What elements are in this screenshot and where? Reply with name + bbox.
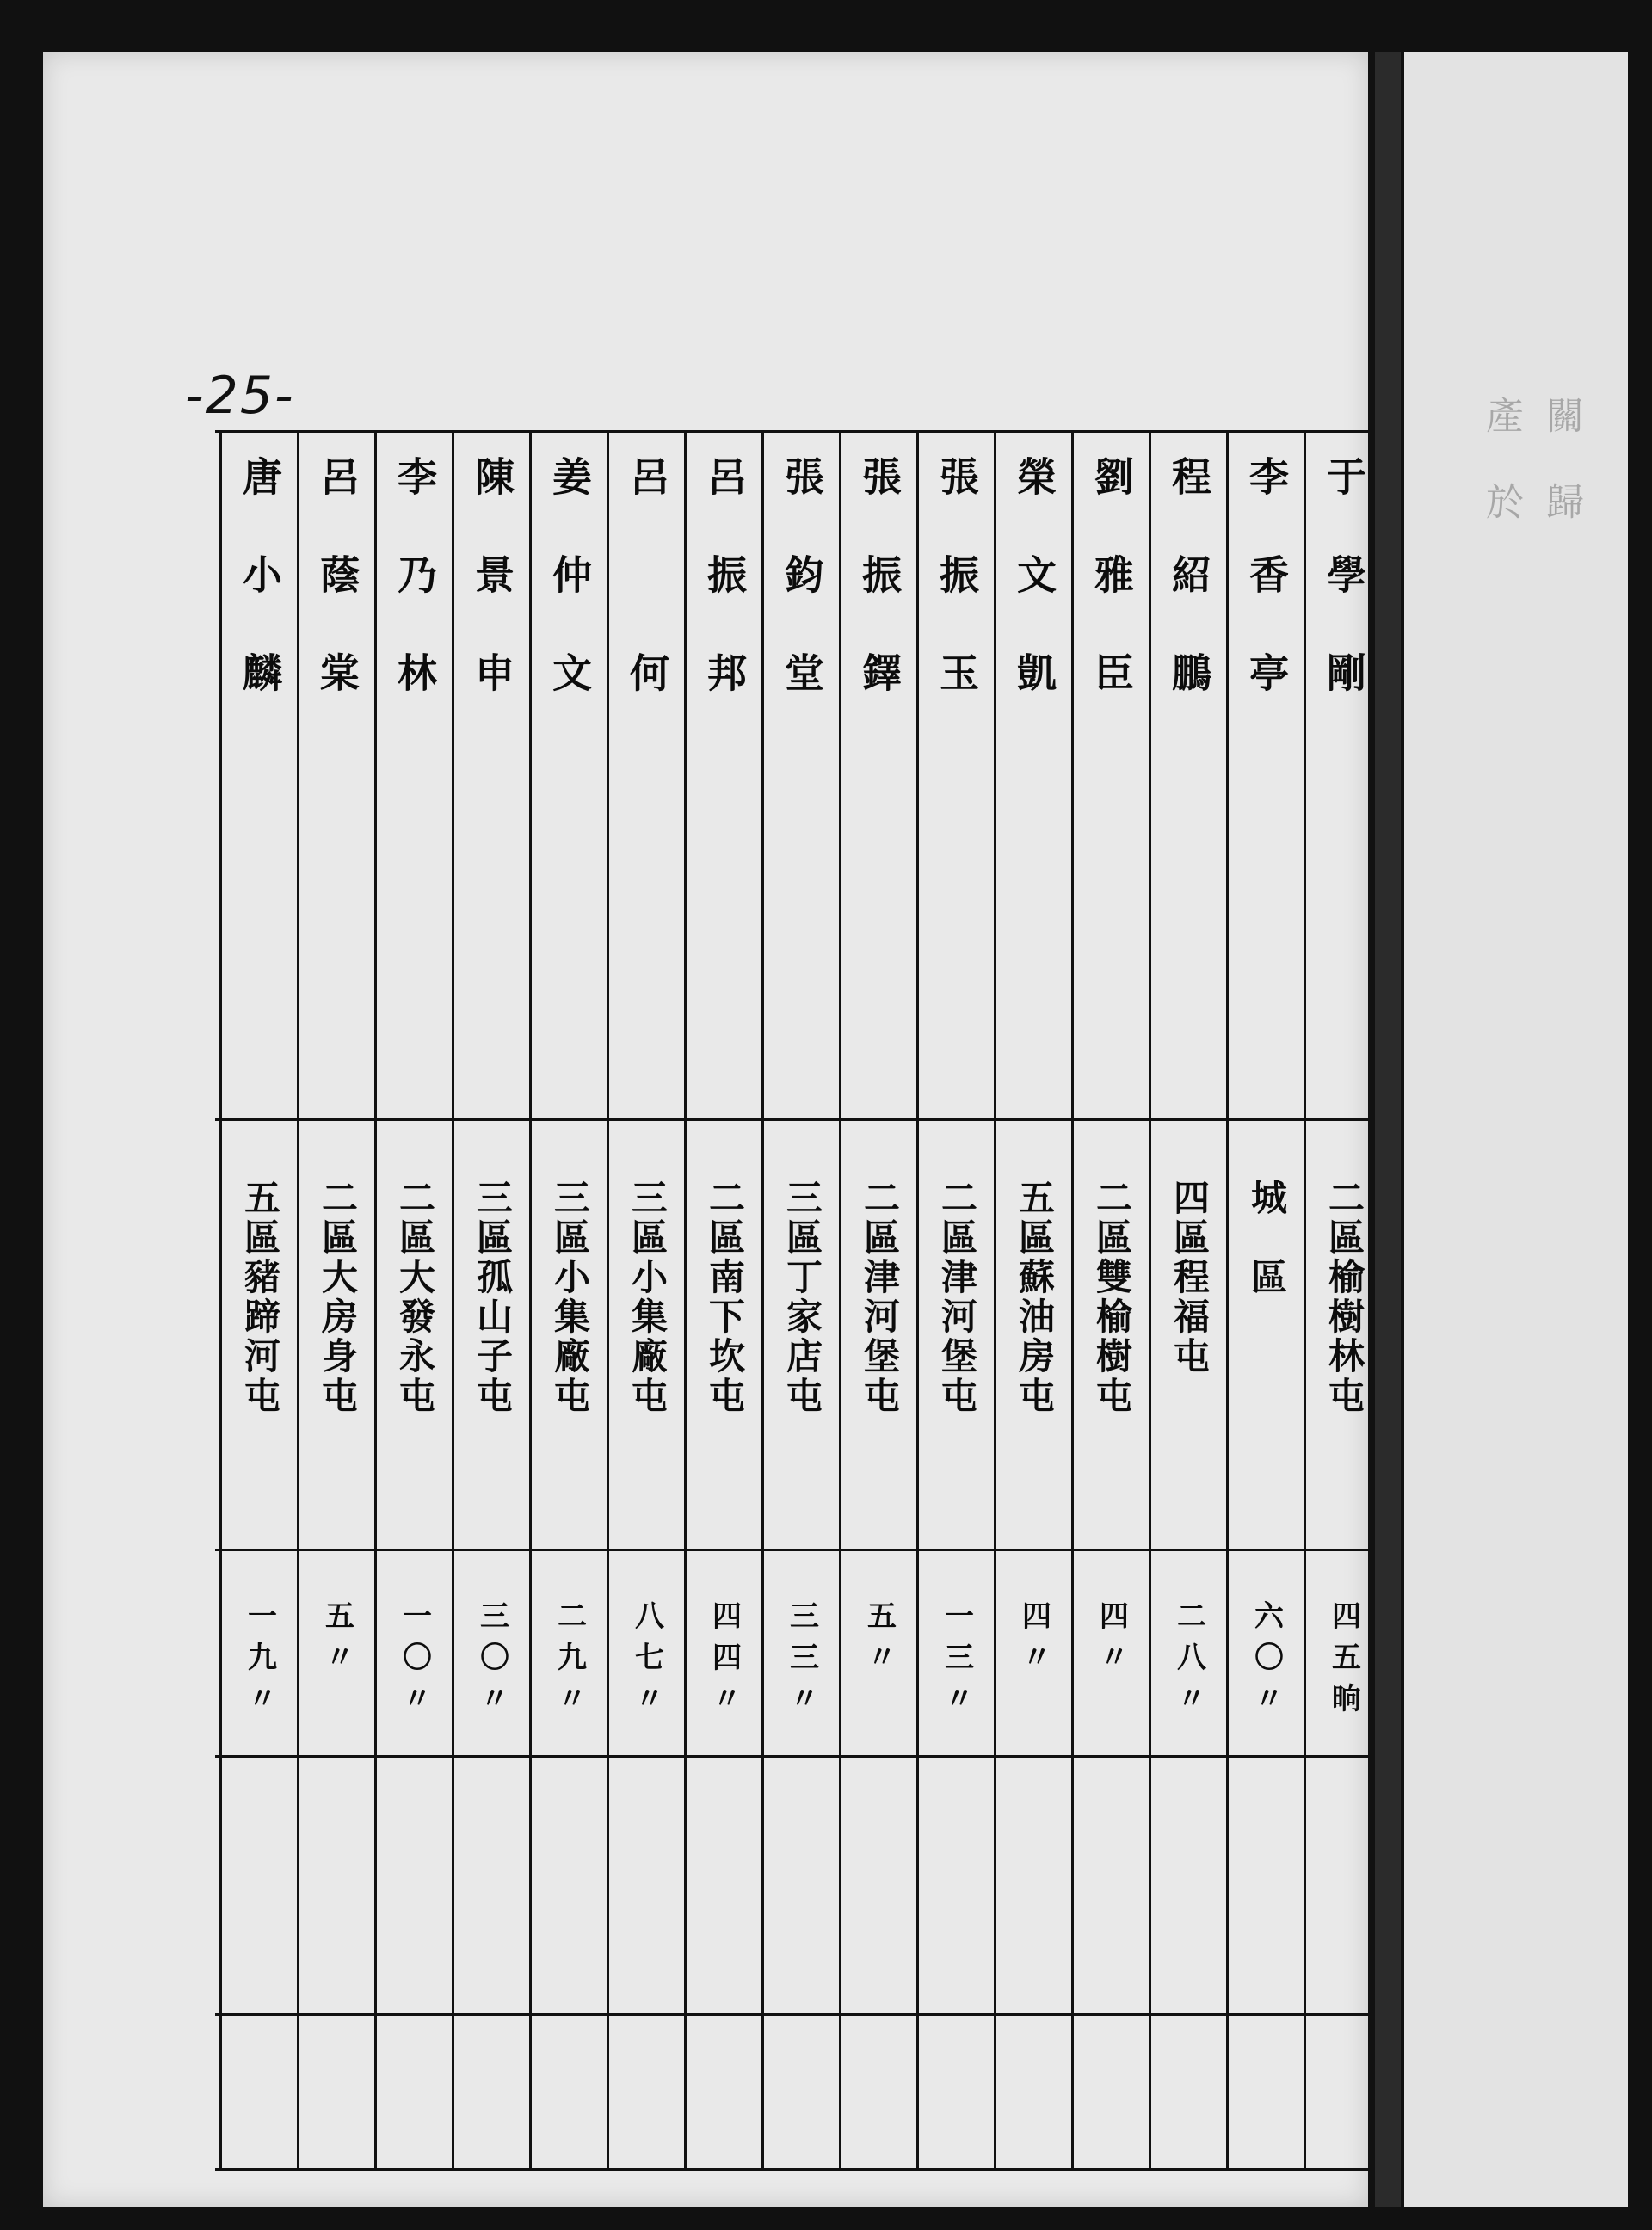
village-location: 二區津河堡屯 — [859, 1179, 901, 1416]
book-spine — [1375, 52, 1401, 2207]
land-area: 四〃 — [1094, 1600, 1129, 1683]
village-location: 二區大房身屯 — [317, 1179, 359, 1416]
village-location: 四區程福屯 — [1168, 1179, 1211, 1377]
land-area: 三〇〃 — [474, 1600, 509, 1724]
adjacent-page-fragment — [1404, 52, 1628, 2207]
land-area: 三三〃 — [784, 1600, 819, 1724]
village-location: 二區雙榆樹屯 — [1091, 1179, 1133, 1416]
village-location: 城 區 — [1246, 1179, 1288, 1297]
owner-name: 程紹鵬 — [1166, 456, 1212, 750]
document-page — [43, 52, 1368, 2207]
village-location: 二區南下坎屯 — [704, 1179, 746, 1416]
column-rule — [1149, 430, 1151, 2168]
land-area: 五〃 — [861, 1600, 897, 1683]
land-area: 一九〃 — [242, 1600, 277, 1724]
land-area: 一三〃 — [939, 1600, 974, 1724]
owner-name: 張振鐸 — [856, 456, 903, 750]
owner-name: 呂蔭棠 — [314, 456, 361, 750]
owner-name: 張振玉 — [934, 456, 980, 750]
column-rule — [1304, 430, 1306, 2168]
village-location: 三區小集廠屯 — [626, 1179, 669, 1416]
owner-name: 劉雅臣 — [1088, 456, 1135, 750]
land-area: 四五晌 — [1326, 1600, 1361, 1724]
column-rule — [297, 430, 299, 2168]
column-rule — [839, 430, 841, 2168]
column-rule — [374, 430, 377, 2168]
column-rule — [994, 430, 996, 2168]
ghost-text-1: 關 — [1539, 396, 1583, 434]
column-rule — [916, 430, 919, 2168]
owner-name: 呂振邦 — [701, 456, 748, 750]
page-number: -25- — [185, 366, 295, 426]
owner-name: 張鈞堂 — [779, 456, 825, 750]
owner-name: 于學剛 — [1321, 456, 1367, 750]
column-rule — [1226, 430, 1229, 2168]
owner-name: 榮文凱 — [1011, 456, 1057, 750]
owner-name: 唐小麟 — [237, 456, 283, 750]
land-area: 四四〃 — [706, 1600, 742, 1724]
land-area: 八七〃 — [629, 1600, 664, 1724]
table-top-rule — [215, 430, 1385, 433]
land-area: 一〇〃 — [397, 1600, 432, 1724]
owner-name: 呂 何 — [624, 456, 670, 750]
village-location: 五區豬蹄河屯 — [239, 1179, 281, 1416]
owner-name: 姜仲文 — [546, 456, 593, 750]
place-row-divider — [215, 1549, 1385, 1551]
column-rule — [452, 430, 454, 2168]
column-rule — [761, 430, 764, 2168]
land-area: 五〃 — [319, 1600, 354, 1683]
column-rule — [607, 430, 609, 2168]
owner-name: 李香亭 — [1243, 456, 1290, 750]
village-location: 二區津河堡屯 — [936, 1179, 978, 1416]
village-location: 二區大發永屯 — [394, 1179, 436, 1416]
land-area: 二九〃 — [552, 1600, 587, 1724]
owner-name: 李乃林 — [391, 456, 438, 750]
land-area: 四〃 — [1016, 1600, 1051, 1683]
village-location: 二區榆樹林屯 — [1323, 1179, 1365, 1416]
land-area: 六〇〃 — [1248, 1600, 1284, 1724]
column-rule — [1071, 430, 1074, 2168]
ghost-text-3: 產 — [1479, 396, 1523, 434]
village-location: 三區孤山子屯 — [472, 1179, 514, 1416]
column-rule — [684, 430, 687, 2168]
ghost-text-2: 歸 — [1539, 482, 1583, 520]
blank-row-divider — [215, 2013, 1385, 2016]
ghost-text-4: 於 — [1479, 482, 1523, 520]
column-rule — [529, 430, 532, 2168]
land-area: 二八〃 — [1171, 1600, 1206, 1724]
village-location: 三區小集廠屯 — [549, 1179, 591, 1416]
ledger-table — [215, 413, 1385, 2177]
village-location: 五區蘇油房屯 — [1014, 1179, 1056, 1416]
table-bottom-rule — [215, 2168, 1385, 2171]
owner-name: 陳景申 — [469, 456, 515, 750]
column-rule — [219, 430, 222, 2168]
village-location: 三區丁家店屯 — [781, 1179, 823, 1416]
